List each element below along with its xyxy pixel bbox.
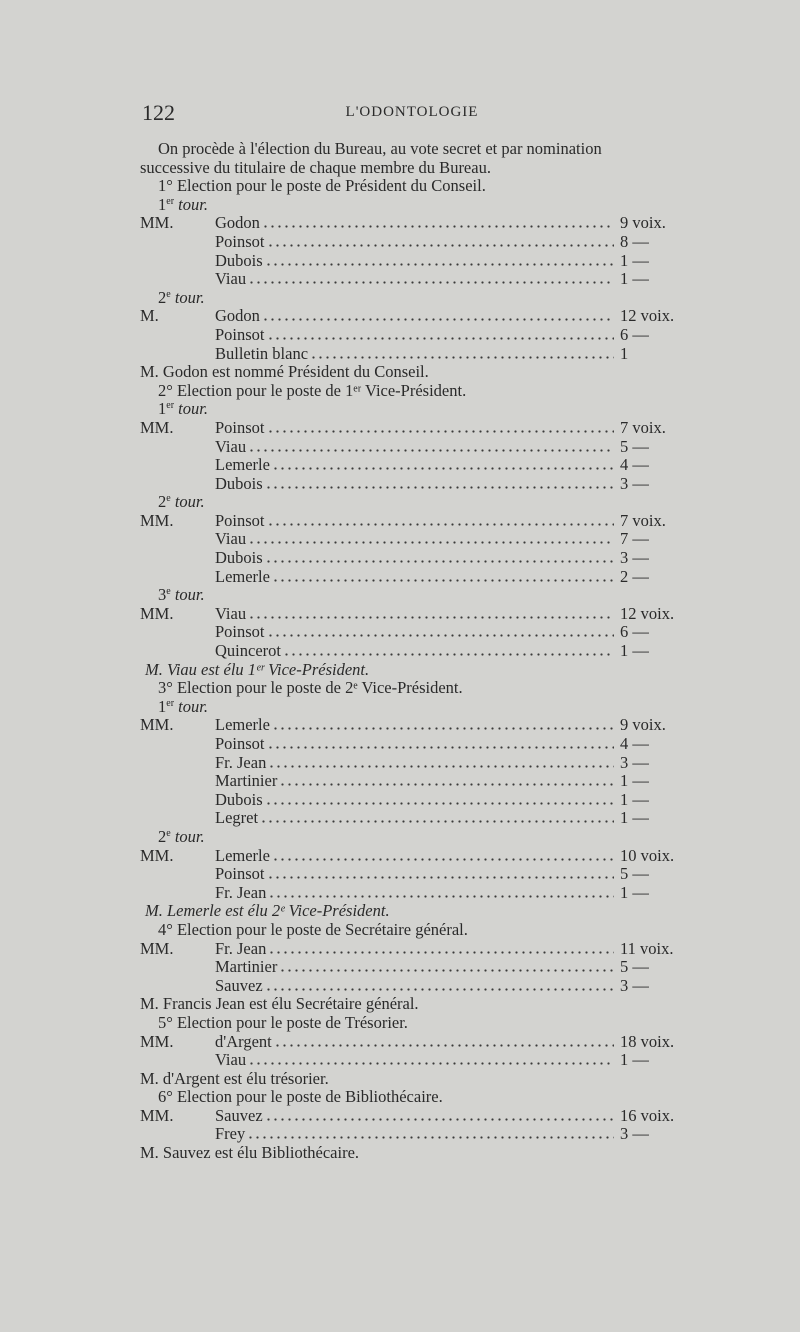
title-prefix: MM. bbox=[140, 510, 174, 530]
vote-row bbox=[140, 252, 680, 271]
round-word: tour. bbox=[174, 492, 205, 512]
round-heading bbox=[140, 400, 680, 419]
dot-leader bbox=[267, 867, 614, 879]
title-prefix: MM. bbox=[140, 938, 174, 958]
dot-leader bbox=[267, 625, 614, 637]
vote-row bbox=[140, 977, 680, 996]
vote-row bbox=[140, 233, 680, 252]
vote-count: 1 — bbox=[620, 641, 649, 661]
vote-count: 1 bbox=[620, 343, 629, 363]
page-number: 122 bbox=[142, 100, 175, 125]
candidate-name: Dubois bbox=[215, 789, 263, 809]
title-prefix: MM. bbox=[140, 213, 174, 233]
running-title: L'ODONTOLOGIE bbox=[345, 104, 479, 120]
round-number-suffix: e bbox=[166, 493, 171, 505]
vote-row bbox=[140, 456, 680, 475]
candidate-name: Frey bbox=[215, 1124, 246, 1144]
candidate-name: Viau bbox=[215, 603, 247, 623]
candidate-name: Bulletin blanc bbox=[215, 343, 309, 363]
dot-leader bbox=[265, 254, 614, 266]
dot-leader bbox=[279, 774, 614, 786]
round-number: 1 bbox=[158, 399, 167, 419]
vote-row bbox=[140, 940, 680, 959]
title-prefix: MM. bbox=[140, 1105, 174, 1125]
title-prefix: MM. bbox=[140, 845, 174, 865]
vote-row bbox=[140, 884, 680, 903]
election-result: M. d'Argent est élu trésorier. bbox=[140, 1068, 329, 1088]
candidate-name: Sauvez bbox=[215, 1105, 263, 1125]
vote-count: 6 — bbox=[620, 622, 649, 642]
vote-row bbox=[140, 530, 680, 549]
candidate-name: Fr. Jean bbox=[215, 882, 267, 902]
candidate-name: Poinsot bbox=[215, 417, 265, 437]
candidate-name: Poinsot bbox=[215, 734, 265, 753]
vote-count: 10 voix. bbox=[620, 845, 675, 865]
dot-leader bbox=[267, 514, 614, 526]
round-number: 2 bbox=[158, 287, 167, 307]
candidate-name: Viau bbox=[215, 1050, 247, 1070]
vote-row bbox=[140, 605, 680, 624]
vote-row bbox=[140, 772, 680, 791]
dot-leader bbox=[268, 756, 614, 768]
vote-count: 3 — bbox=[620, 548, 649, 568]
vote-count: 5 — bbox=[620, 864, 649, 884]
vote-count: 3 — bbox=[620, 752, 649, 772]
election-result: M. Godon est nommé Président du Conseil. bbox=[140, 362, 429, 382]
round-heading bbox=[140, 828, 680, 847]
round-word: tour. bbox=[178, 399, 208, 419]
vote-row bbox=[140, 642, 680, 661]
page-header bbox=[142, 100, 682, 130]
round-word: tour. bbox=[174, 585, 205, 605]
candidate-name: Fr. Jean bbox=[215, 938, 267, 958]
election-heading: 2° Election pour le poste de 1ᵉʳ Vice-Président. bbox=[158, 380, 467, 400]
vote-count: 18 voix. bbox=[620, 1031, 675, 1051]
election-result: M. Francis Jean est élu Secrétaire général. bbox=[140, 994, 419, 1014]
vote-row bbox=[140, 326, 680, 345]
vote-count: 4 — bbox=[620, 455, 649, 475]
candidate-name: d'Argent bbox=[215, 1031, 272, 1051]
title-prefix: MM. bbox=[140, 1031, 174, 1051]
dot-leader bbox=[267, 235, 614, 247]
round-number-suffix: er bbox=[166, 400, 175, 412]
vote-count: 7 voix. bbox=[620, 510, 666, 530]
dot-leader bbox=[248, 440, 614, 452]
dot-leader bbox=[267, 737, 614, 749]
dot-leader bbox=[265, 1109, 614, 1121]
vote-count: 7 — bbox=[620, 529, 649, 549]
vote-row bbox=[140, 1033, 680, 1052]
dot-leader bbox=[265, 979, 614, 991]
title-prefix: MM. bbox=[140, 417, 174, 437]
round-heading bbox=[140, 698, 680, 717]
candidate-name: Legret bbox=[215, 808, 259, 828]
candidate-name: Viau bbox=[215, 436, 247, 456]
vote-count: 1 — bbox=[620, 808, 649, 828]
candidate-name: Lemerle bbox=[215, 455, 270, 475]
candidate-name: Viau bbox=[215, 269, 247, 289]
vote-count: 1 — bbox=[620, 882, 649, 902]
dot-leader bbox=[274, 1035, 614, 1047]
dot-leader bbox=[262, 309, 614, 321]
vote-row bbox=[140, 214, 680, 233]
election-heading: 6° Election pour le poste de Bibliothécaire. bbox=[158, 1087, 443, 1107]
round-number-suffix: e bbox=[166, 827, 171, 839]
candidate-name: Martinier bbox=[215, 957, 278, 977]
dot-leader bbox=[265, 793, 614, 805]
vote-count: 4 — bbox=[620, 734, 649, 753]
round-number: 1 bbox=[158, 194, 167, 214]
vote-row bbox=[140, 549, 680, 568]
vote-count: 8 — bbox=[620, 231, 649, 251]
vote-count: 1 — bbox=[620, 771, 649, 791]
candidate-name: Viau bbox=[215, 529, 247, 549]
dot-leader bbox=[283, 644, 614, 656]
vote-count: 9 voix. bbox=[620, 715, 666, 735]
vote-row bbox=[140, 438, 680, 457]
dot-leader bbox=[248, 1053, 614, 1065]
candidate-name: Martinier bbox=[215, 771, 278, 791]
vote-row bbox=[140, 568, 680, 587]
vote-row bbox=[140, 1107, 680, 1126]
round-word: tour. bbox=[178, 194, 208, 214]
dot-leader bbox=[268, 886, 614, 898]
vote-row bbox=[140, 754, 680, 773]
vote-count: 1 — bbox=[620, 789, 649, 809]
vote-row bbox=[140, 716, 680, 735]
vote-count: 11 voix. bbox=[620, 938, 674, 958]
round-heading bbox=[140, 586, 680, 605]
vote-count: 1 — bbox=[620, 269, 649, 289]
vote-count: 12 voix. bbox=[620, 603, 675, 623]
round-number: 2 bbox=[158, 492, 167, 512]
vote-row bbox=[140, 270, 680, 289]
round-number: 1 bbox=[158, 696, 167, 716]
round-number-suffix: er bbox=[166, 195, 175, 207]
title-prefix: MM. bbox=[140, 715, 174, 735]
vote-row bbox=[140, 865, 680, 884]
round-heading bbox=[140, 196, 680, 215]
candidate-name: Poinsot bbox=[215, 622, 265, 642]
dot-leader bbox=[260, 811, 614, 823]
vote-row bbox=[140, 958, 680, 977]
vote-count: 16 voix. bbox=[620, 1105, 675, 1125]
dot-leader bbox=[262, 216, 614, 228]
vote-row bbox=[140, 419, 680, 438]
vote-count: 5 — bbox=[620, 957, 649, 977]
vote-row bbox=[140, 847, 680, 866]
vote-count: 5 — bbox=[620, 436, 649, 456]
candidate-name: Lemerle bbox=[215, 845, 270, 865]
page-body bbox=[140, 140, 680, 1163]
election-result: M. Lemerle est élu 2ᵉ Vice-Président. bbox=[145, 901, 390, 921]
round-number-suffix: e bbox=[166, 288, 171, 300]
dot-leader bbox=[272, 849, 614, 861]
candidate-name: Dubois bbox=[215, 548, 263, 568]
vote-count: 6 — bbox=[620, 324, 649, 344]
candidate-name: Lemerle bbox=[215, 715, 270, 735]
vote-row bbox=[140, 735, 680, 754]
vote-count: 7 voix. bbox=[620, 417, 666, 437]
candidate-name: Poinsot bbox=[215, 510, 265, 530]
vote-count: 9 voix. bbox=[620, 213, 666, 233]
round-number: 2 bbox=[158, 826, 167, 846]
candidate-name: Quincerot bbox=[215, 641, 281, 661]
candidate-name: Sauvez bbox=[215, 975, 263, 995]
vote-row bbox=[140, 345, 680, 364]
round-heading bbox=[140, 289, 680, 308]
candidate-name: Poinsot bbox=[215, 324, 265, 344]
candidate-name: Poinsot bbox=[215, 231, 265, 251]
vote-row bbox=[140, 809, 680, 828]
dot-leader bbox=[267, 328, 614, 340]
dot-leader bbox=[279, 960, 614, 972]
vote-count: 2 — bbox=[620, 566, 649, 586]
vote-count: 1 — bbox=[620, 250, 649, 270]
candidate-name: Dubois bbox=[215, 473, 263, 493]
round-word: tour. bbox=[174, 287, 205, 307]
dot-leader bbox=[310, 347, 614, 359]
vote-row bbox=[140, 623, 680, 642]
election-heading: 5° Election pour le poste de Trésorier. bbox=[158, 1012, 408, 1032]
candidate-name: Poinsot bbox=[215, 864, 265, 884]
vote-count: 3 — bbox=[620, 473, 649, 493]
election-heading: 3° Election pour le poste de 2ᵉ Vice-Président. bbox=[158, 678, 463, 698]
vote-row bbox=[140, 791, 680, 810]
election-heading: 1° Election pour le poste de Président du Conseil. bbox=[158, 176, 486, 196]
vote-count: 3 — bbox=[620, 975, 649, 995]
vote-count: 1 — bbox=[620, 1050, 649, 1070]
dot-leader bbox=[248, 532, 614, 544]
vote-count: 12 voix. bbox=[620, 306, 675, 326]
dot-leader bbox=[265, 477, 614, 489]
dot-leader bbox=[265, 551, 614, 563]
title-prefix: M. bbox=[140, 306, 159, 326]
round-number: 3 bbox=[158, 585, 167, 605]
dot-leader bbox=[248, 607, 614, 619]
dot-leader bbox=[247, 1127, 614, 1139]
dot-leader bbox=[268, 942, 614, 954]
candidate-name: Godon bbox=[215, 306, 260, 326]
candidate-name: Dubois bbox=[215, 250, 263, 270]
vote-row bbox=[140, 1125, 680, 1144]
candidate-name: Lemerle bbox=[215, 566, 270, 586]
election-result: M. Viau est élu 1ᵉʳ Vice-Président. bbox=[145, 659, 370, 679]
vote-row bbox=[140, 475, 680, 494]
dot-leader bbox=[272, 718, 614, 730]
intro-paragraph: successive du titulaire de chaque membre du Bureau. bbox=[140, 157, 491, 177]
round-word: tour. bbox=[178, 696, 208, 716]
candidate-name: Fr. Jean bbox=[215, 752, 267, 772]
round-number-suffix: e bbox=[166, 586, 171, 598]
election-result: M. Sauvez est élu Bibliothécaire. bbox=[140, 1143, 360, 1163]
dot-leader bbox=[272, 570, 614, 582]
vote-row bbox=[140, 307, 680, 326]
intro-paragraph: On procède à l'élection du Bureau, au vote secret et par nomination bbox=[158, 139, 602, 158]
dot-leader bbox=[267, 421, 614, 433]
vote-row bbox=[140, 1051, 680, 1070]
dot-leader bbox=[248, 272, 614, 284]
round-word: tour. bbox=[174, 826, 205, 846]
election-heading: 4° Election pour le poste de Secrétaire général. bbox=[158, 919, 468, 939]
title-prefix: MM. bbox=[140, 603, 174, 623]
vote-count: 3 — bbox=[620, 1124, 649, 1144]
round-number-suffix: er bbox=[166, 697, 175, 709]
vote-row bbox=[140, 512, 680, 531]
dot-leader bbox=[272, 458, 614, 470]
candidate-name: Godon bbox=[215, 213, 260, 233]
round-heading bbox=[140, 493, 680, 512]
